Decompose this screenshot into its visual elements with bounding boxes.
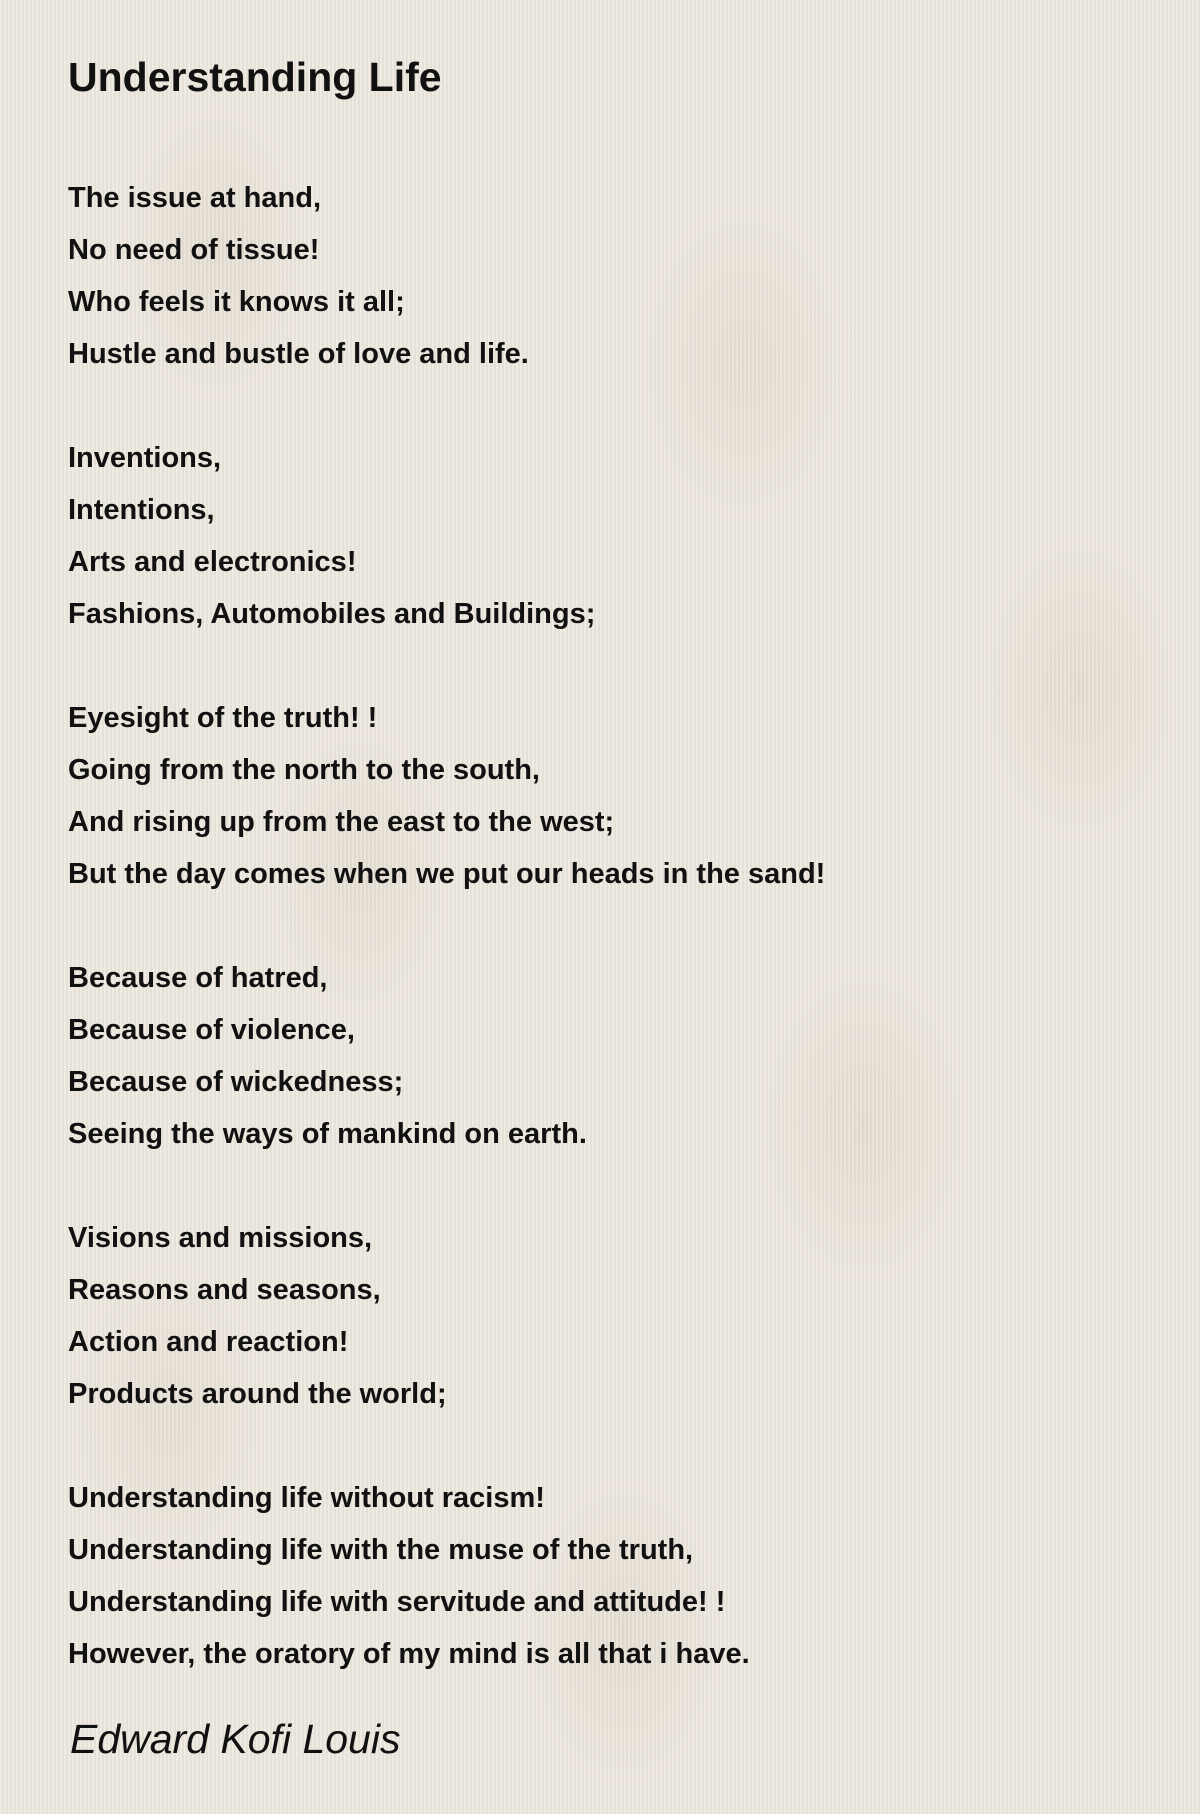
poem-line: Action and reaction! <box>68 1326 349 1358</box>
stanza-3 <box>68 692 1148 900</box>
poem-page <box>68 46 1148 1680</box>
poem-line: No need of tissue! <box>68 234 320 266</box>
poem-line: Reasons and seasons, <box>68 1274 381 1306</box>
poem-line: However, the oratory of my mind is all that i have. <box>68 1638 750 1670</box>
poem-line: Seeing the ways of mankind on earth. <box>68 1118 587 1150</box>
poem-line: Arts and electronics! <box>68 546 357 578</box>
poem-line: Who feels it knows it all; <box>68 286 405 318</box>
poem-line: Because of wickedness; <box>68 1066 404 1098</box>
poem-line: Going from the north to the south, <box>68 754 540 786</box>
poem-line: And rising up from the east to the west; <box>68 806 615 838</box>
poem-line: Because of violence, <box>68 1014 355 1046</box>
poem-line: Intentions, <box>68 494 215 526</box>
stanza-2 <box>68 432 1148 640</box>
stanza-5 <box>68 1212 1148 1420</box>
poem-author: Edward Kofi Louis <box>70 1716 401 1762</box>
poem-line: Eyesight of the truth! ! <box>68 702 378 734</box>
poem-line: Understanding life with servitude and attitude! ! <box>68 1586 726 1618</box>
poem-line: Understanding life with the muse of the truth, <box>68 1534 694 1566</box>
stanza-1 <box>68 172 1148 380</box>
poem-line: Visions and missions, <box>68 1222 373 1254</box>
stanza-6 <box>68 1472 1148 1680</box>
poem-title: Understanding Life <box>68 54 442 100</box>
poem-body <box>68 172 1148 1680</box>
poem-line: Hustle and bustle of love and life. <box>68 338 529 370</box>
poem-line: Fashions, Automobiles and Buildings; <box>68 598 596 630</box>
poem-line: But the day comes when we put our heads in the sand! <box>68 858 826 890</box>
poem-line: Products around the world; <box>68 1378 447 1410</box>
stanza-4 <box>68 952 1148 1160</box>
poem-line: Because of hatred, <box>68 962 328 994</box>
poem-line: The issue at hand, <box>68 182 321 214</box>
poem-line: Inventions, <box>68 442 222 474</box>
poem-line: Understanding life without racism! <box>68 1482 545 1514</box>
